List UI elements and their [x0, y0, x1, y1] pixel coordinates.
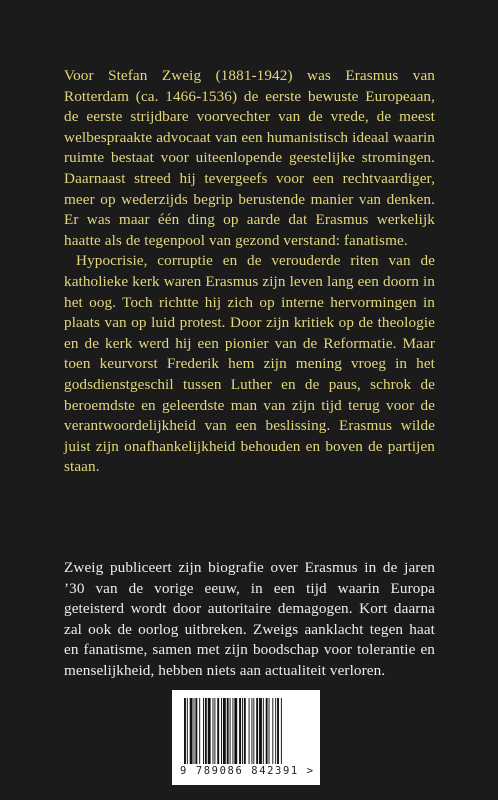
barcode-bar: [272, 698, 273, 764]
barcode-bar: [217, 698, 219, 764]
barcode-bar: [187, 698, 188, 764]
barcode-bar: [194, 698, 195, 764]
isbn-digits: 9 789086 842391 >: [180, 765, 315, 777]
barcode-bar: [199, 698, 200, 764]
barcode-bar: [249, 698, 250, 764]
barcode-bar: [223, 698, 226, 764]
barcode-bar: [251, 698, 252, 764]
barcode-bar: [239, 698, 241, 764]
barcode-bar: [244, 698, 246, 764]
barcode-bar: [242, 698, 243, 764]
barcode-bar: [208, 698, 211, 764]
barcode-bar: [234, 698, 237, 764]
barcode-bar: [184, 698, 186, 764]
barcode-bar: [221, 698, 222, 764]
barcode-bar: [281, 698, 282, 764]
barcode-bar: [227, 698, 229, 764]
barcode-bar: [232, 698, 233, 764]
barcode-bar: [259, 698, 262, 764]
barcode-bar: [253, 698, 254, 764]
barcode-label: [172, 690, 320, 785]
barcode-bar: [263, 698, 264, 764]
barcode-bar: [230, 698, 231, 764]
barcode-bar: [275, 698, 276, 764]
blurb-paragraph-2: Hypocrisie, corruptie en de verouderde riten van de katholieke kerk waren Erasmus zijn leven lang een doorn in het oog. Toch richtte hij zich op interne hervormingen in plaats van op luid protest. Door zijn kritiek op de theologie en de kerk werd hij een pionier van de Reformatie. Maar toen keurvorst Frederik hem zijn mening vroeg in het godsdienstgeschil tussen Luther en de paus, schrok de beroemdste en geleerdste man van zijn tijd terug voor de verantwoordelijkheid van een beslissing. Erasmus wilde juist zijn onafhankelijkheid behouden en boven de partijen staan.: [64, 252, 435, 476]
barcode-bar: [269, 698, 270, 764]
barcode-bar: [203, 698, 204, 764]
blurb-paragraph-1: Voor Stefan Zweig (1881-1942) was Erasmus van Rotterdam (ca. 1466-1536) de eerste bewuste Europeaan, de eerste strijdbare voorvechter van de vrede, de meest welbespraakte advocaat van een humanistisch ideaal waarin ruimte bestaat voor uiteenlopende geestelijke stromingen. Daarnaast streed hij tevergeefs voor een rechtvaardiger, meer op wederzijds begrip berustende manier van denken. Er was maar één ding op aarde dat Erasmus werkelijk haatte als de tegenpool van gezond verstand: fanatisme.: [64, 67, 435, 249]
blurb-white: [64, 558, 435, 682]
blurb-yellow: [64, 66, 435, 478]
barcode-bar: [190, 698, 193, 764]
blurb-paragraph-3: Zweig publiceert zijn biografie over Erasmus in de jaren ’30 van de vorige eeuw, in een tijd waarin Europa geteisterd wordt door autoritaire demagogen. Kort daarna zal ook de oorlog uitbreken. Zweigs aanklacht tegen haat en fanatisme, samen met zijn boodschap voor tolerantie en menselijkheid, hebben niets aan actualiteit verloren.: [64, 559, 435, 679]
barcode-bar: [195, 698, 197, 764]
barcode-bar: [277, 698, 279, 764]
barcode-bar: [214, 698, 215, 764]
barcode-bar: [205, 698, 207, 764]
barcode-bar: [266, 698, 268, 764]
barcode-icon: [184, 698, 308, 764]
barcode-bar: [256, 698, 258, 764]
barcode-bar: [213, 698, 214, 764]
